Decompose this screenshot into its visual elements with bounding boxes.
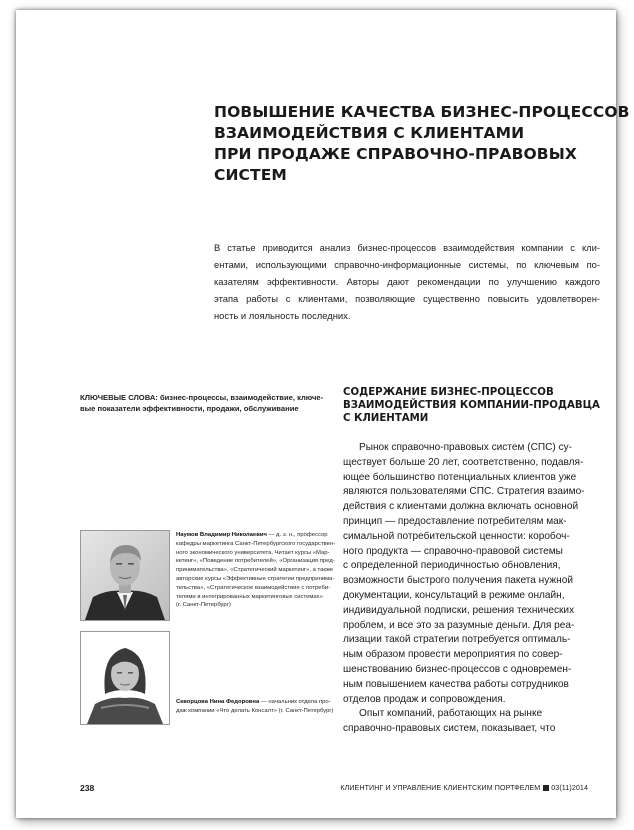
keywords-line: КЛЮЧЕВЫЕ СЛОВА: бизнес-процессы, взаимодействие, ключе- <box>80 393 324 402</box>
author-info-skvortsova <box>176 698 338 716</box>
body-line: ным образом провести мероприятия по совер- <box>343 649 563 661</box>
body-line: справочно-правовых систем, показывает, что <box>343 723 556 735</box>
author-info-naumov <box>176 531 338 610</box>
abstract-line: ность и лояльность последних. <box>214 310 351 321</box>
body-line: шенствованию бизнес-процессов с одновремен- <box>343 663 572 675</box>
author-bio-line: телями в интегрированных маркетинговых системах» <box>176 593 323 600</box>
abstract-line: казателям эффективности. Авторы дают рекомендации по улучшению каждого <box>214 276 600 287</box>
portrait-woman-icon <box>81 632 169 724</box>
body-line: Опыт компаний, работающих на рынке <box>359 708 543 720</box>
author-bio-line: даж компании «Что делать Консалт» (г. Санкт-Петербург) <box>176 707 334 714</box>
body-line: индивидуальной подписки, решения технических <box>343 604 575 616</box>
keywords-line: вые показатели эффективности, продажи, обслуживание <box>80 404 299 413</box>
body-line: действия с клиентами должна включать основной <box>343 501 579 513</box>
title-line: ПОВЫШЕНИЕ КАЧЕСТВА БИЗНЕС-ПРОЦЕССОВ <box>214 103 630 121</box>
body-line: ющее большинство потенциальных клиентов уже <box>343 471 577 483</box>
title-line: ВЗАИМОДЕЙСТВИЯ С КЛИЕНТАМИ <box>214 124 525 142</box>
author-bio-line: (г. Санкт-Петербург) <box>176 602 231 609</box>
body-line: отделов продаж и сопровождения. <box>343 693 506 705</box>
body-line: документации, консультаций в режиме онлайн, <box>343 589 565 601</box>
author-bio-line: — д. э. н., профессор <box>266 532 328 538</box>
article-abstract <box>214 239 600 324</box>
author-bio-line: тельства», «Стратегическое взаимодействие с потреби- <box>176 584 331 591</box>
title-line: ПРИ ПРОДАЖЕ СПРАВОЧНО-ПРАВОВЫХ <box>214 145 577 163</box>
page-number: 238 <box>80 783 95 793</box>
body-line: ществует больше 20 лет, соответственно, подавля- <box>343 456 584 468</box>
author-name: Наумов Владимир Николаевич <box>176 532 267 538</box>
author-photo-skvortsova <box>80 631 170 725</box>
journal-page <box>16 10 630 818</box>
body-line: принцип — предоставление потребителям мак- <box>343 515 567 527</box>
body-line: проблем, и все это за разумные деньги. Для реа- <box>343 619 575 631</box>
title-line: СИСТЕМ <box>214 166 287 184</box>
body-line: возможности быстрого получения пакета нужной <box>343 575 573 587</box>
article-title <box>214 102 630 186</box>
author-bio-line: — начальник отдела про- <box>259 699 331 705</box>
body-line: являются пользователями СПС. Стратегия взаимо- <box>343 486 585 498</box>
keywords <box>80 392 338 414</box>
body-text <box>343 441 605 737</box>
author-bio-line: принимательства», «Стратегический маркетинг», а также <box>176 567 334 574</box>
author-photo-naumov <box>80 530 170 621</box>
body-line: Рынок справочно-правовых систем (СПС) су- <box>359 442 573 453</box>
abstract-line: В статье приводится анализ бизнес-процессов взаимодействия компании с кли- <box>214 242 600 253</box>
body-line: ным повышением качества работы сотрудников <box>343 678 569 690</box>
journal-name: КЛИЕНТИНГ И УПРАВЛЕНИЕ КЛИЕНТСКИМ ПОРТФЕЛЕМ <box>340 784 541 792</box>
author-bio-line: авторские курсы «Эффективные стратегии предпринима- <box>176 575 335 582</box>
body-line: лизации такой стратегии потребуется оптималь- <box>343 634 571 646</box>
body-line: симальной потребительской ценности: коробоч- <box>343 530 570 542</box>
author-bio-line: кетинг», «Поведение потребителей», «Организация пред- <box>176 558 335 565</box>
body-line: с определенной периодичностью обновления, <box>343 560 561 572</box>
author-name: Скворцова Нина Федоровна <box>176 699 260 705</box>
section-heading-line: ВЗАИМОДЕЙСТВИЯ КОМПАНИИ-ПРОДАВЦА <box>343 400 600 411</box>
author-bio-line: кафедры маркетинга Санкт-Петербургского государствен- <box>176 540 336 547</box>
abstract-line: ентами, использующими справочно-информационные системы, по ключевым по- <box>214 259 600 270</box>
journal-footer <box>340 784 588 792</box>
body-line: ного продукта — справочно-правовой системы <box>343 545 563 557</box>
section-heading-line: СОДЕРЖАНИЕ БИЗНЕС-ПРОЦЕССОВ <box>343 387 554 398</box>
portrait-man-icon <box>81 531 169 620</box>
journal-issue: 03(11)2014 <box>551 784 588 792</box>
abstract-line: этапа работы с клиентами, позволяющие существенно повысить удовлетворен- <box>214 293 600 304</box>
section-heading <box>343 386 608 425</box>
section-heading-line: С КЛИЕНТАМИ <box>343 413 429 424</box>
author-bio-line: ного экономического университета. Читает курсы «Мар- <box>176 549 330 556</box>
square-separator-icon <box>543 785 549 791</box>
